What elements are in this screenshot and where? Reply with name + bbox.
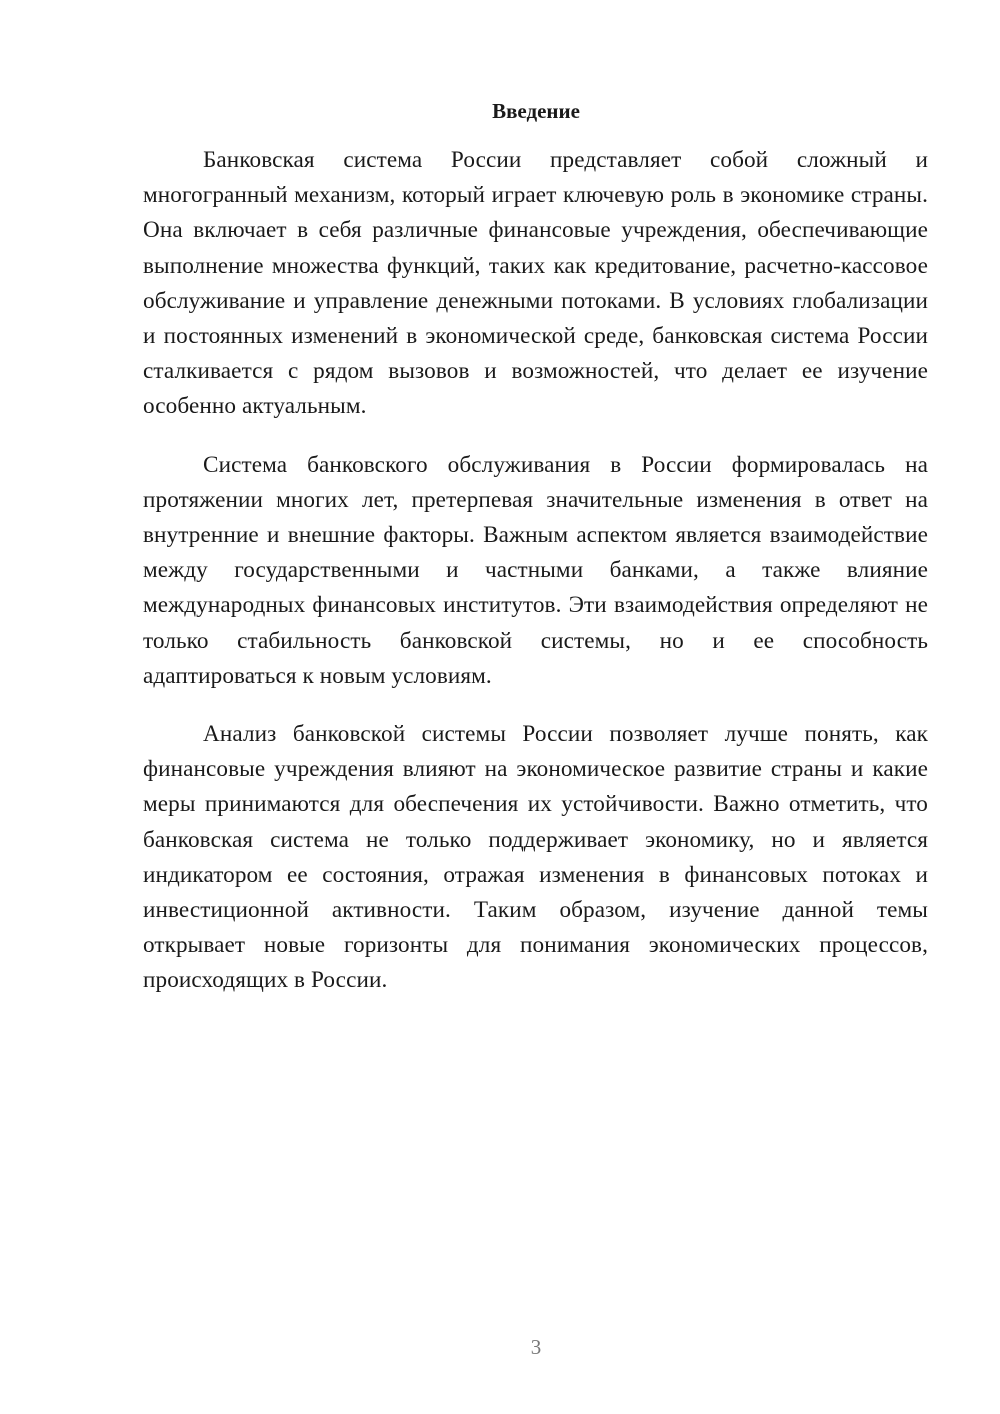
section-heading: Введение [492,99,580,123]
paragraph: Банковская система России представляет собой сложный и многогранный механизм, который играет ключевую роль в экономике страны. Она включает в себя различные финансовые учреждения, обеспечивающие выполнение множества функций, таких как кредитование, расчетно-кассовое обслуживание и управление денежными потоками. В условиях глобализации и постоянных изменений в экономической среде, банковская система России сталкивается с рядом вызовов и возможностей, что делает ее изучение особенно актуальным. [143,147,928,420]
paragraph: Система банковского обслуживания в России формировалась на протяжении многих лет, претерпевая значительные изменения в ответ на внутренние и внешние факторы. Важным аспектом является взаимодействие между государственными и частными банками, а также влияние международных финансовых институтов. Эти взаимодействия определяют не только стабильность банковской системы, но и ее способность адаптироваться к новым условиям. [143,451,928,689]
paragraph: Анализ банковской системы России позволяет лучше понять, как финансовые учреждения влияют на экономическое развитие страны и какие меры принимаются для обеспечения их устойчивости. Важно отметить, что банковская система не только поддерживает экономику, но и является индикатором ее состояния, отражая изменения в финансовых потоках и инвестиционной активности. Таким образом, изучение данной темы открывает новые горизонты для понимания экономических процессов, происходящих в России. [143,721,928,994]
page-number: 3 [530,1335,542,1359]
body-text [143,143,928,1022]
